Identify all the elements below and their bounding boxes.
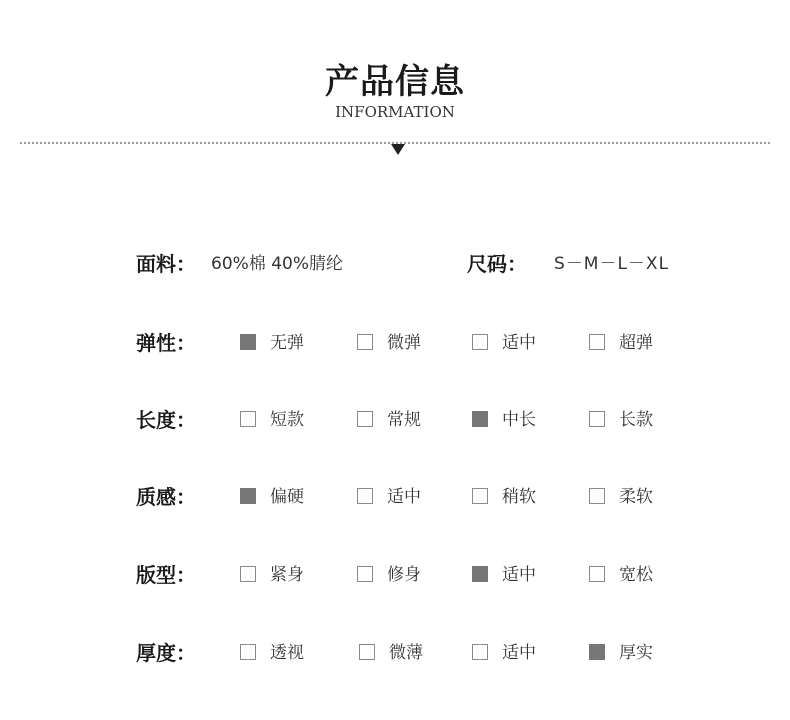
texture-label: 质感： bbox=[136, 485, 196, 509]
option-label: 微弹 bbox=[387, 333, 421, 353]
option-label: 适中 bbox=[502, 333, 536, 353]
checkbox[interactable] bbox=[240, 411, 256, 427]
checkbox[interactable] bbox=[240, 334, 256, 350]
option-label: 短款 bbox=[270, 410, 304, 430]
fabric-value: 60%棉 40%腈纶 bbox=[211, 254, 343, 274]
option-label: 适中 bbox=[387, 487, 421, 507]
elasticity-label: 弹性： bbox=[136, 331, 196, 355]
option-label: 常规 bbox=[387, 410, 421, 430]
page-title: 产品信息 bbox=[325, 62, 465, 102]
option-label: 适中 bbox=[502, 643, 536, 663]
checkbox[interactable] bbox=[357, 488, 373, 504]
option-label: 厚实 bbox=[619, 643, 653, 663]
size-value: S－M－L－XL bbox=[554, 254, 670, 274]
option-label: 修身 bbox=[387, 565, 421, 585]
option-label: 无弹 bbox=[270, 333, 304, 353]
checkbox[interactable] bbox=[240, 566, 256, 582]
checkbox[interactable] bbox=[589, 644, 605, 660]
down-arrow-icon bbox=[391, 144, 405, 155]
option-label: 紧身 bbox=[270, 565, 304, 585]
checkbox[interactable] bbox=[472, 411, 488, 427]
checkbox[interactable] bbox=[589, 566, 605, 582]
thickness-label: 厚度： bbox=[136, 641, 196, 665]
option-label: 中长 bbox=[502, 410, 536, 430]
option-label: 透视 bbox=[270, 643, 304, 663]
option-label: 柔软 bbox=[619, 487, 653, 507]
size-label: 尺码： bbox=[467, 252, 527, 276]
checkbox[interactable] bbox=[240, 644, 256, 660]
option-label: 微薄 bbox=[389, 643, 423, 663]
option-label: 超弹 bbox=[619, 333, 653, 353]
checkbox[interactable] bbox=[357, 334, 373, 350]
checkbox[interactable] bbox=[359, 644, 375, 660]
checkbox[interactable] bbox=[472, 488, 488, 504]
fabric-label: 面料： bbox=[136, 252, 196, 276]
page-subtitle: INFORMATION bbox=[335, 103, 455, 121]
checkbox[interactable] bbox=[357, 566, 373, 582]
fit-label: 版型： bbox=[136, 563, 196, 587]
length-label: 长度： bbox=[136, 408, 196, 432]
checkbox[interactable] bbox=[589, 411, 605, 427]
option-label: 长款 bbox=[619, 410, 653, 430]
checkbox[interactable] bbox=[472, 644, 488, 660]
checkbox[interactable] bbox=[357, 411, 373, 427]
checkbox[interactable] bbox=[472, 334, 488, 350]
option-label: 宽松 bbox=[619, 565, 653, 585]
checkbox[interactable] bbox=[589, 488, 605, 504]
option-label: 偏硬 bbox=[270, 487, 304, 507]
option-label: 稍软 bbox=[502, 487, 536, 507]
checkbox[interactable] bbox=[589, 334, 605, 350]
checkbox[interactable] bbox=[240, 488, 256, 504]
option-label: 适中 bbox=[502, 565, 536, 585]
checkbox[interactable] bbox=[472, 566, 488, 582]
